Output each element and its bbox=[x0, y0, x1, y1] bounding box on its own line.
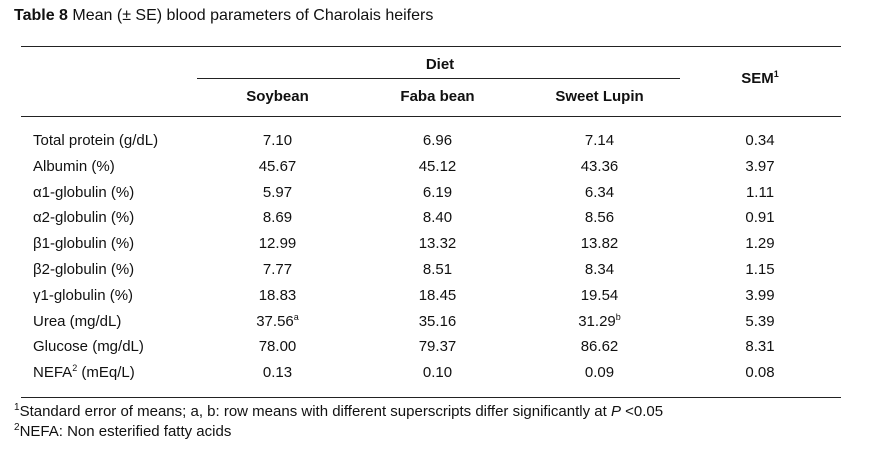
row-label bbox=[33, 158, 115, 175]
table-cell bbox=[350, 184, 525, 201]
footnote-2-marker: 2 bbox=[14, 422, 20, 433]
cell-value: 31.29 bbox=[578, 313, 616, 330]
table-cell bbox=[190, 313, 365, 330]
cell-value: 13.82 bbox=[580, 235, 619, 252]
table-cell bbox=[512, 364, 687, 381]
table-cell bbox=[512, 184, 687, 201]
row-label-footnote-marker: 2 bbox=[72, 363, 78, 373]
row-label-text: β2-globulin (%) bbox=[33, 261, 135, 278]
row-label-text: Glucose (mg/dL) bbox=[33, 338, 144, 355]
row-label bbox=[33, 209, 134, 226]
cell-value: 18.45 bbox=[418, 287, 457, 304]
cell-value: 8.69 bbox=[262, 209, 293, 226]
row-label-text: α2-globulin (%) bbox=[33, 209, 135, 226]
cell-value: 8.56 bbox=[584, 209, 615, 226]
table-cell bbox=[512, 235, 687, 252]
table-row bbox=[0, 184, 869, 210]
row-label bbox=[33, 364, 135, 381]
row-label bbox=[33, 287, 133, 304]
sem-cell: 3.99 bbox=[745, 287, 775, 304]
cell-superscript: b bbox=[615, 312, 621, 322]
row-label-text: Total protein (g/dL) bbox=[33, 132, 159, 149]
cell-value: 5.97 bbox=[262, 184, 293, 201]
cell-value: 6.96 bbox=[422, 132, 453, 149]
cell-value: 8.51 bbox=[422, 261, 453, 278]
cell-value: 7.10 bbox=[262, 132, 293, 149]
cell-value: 0.13 bbox=[262, 364, 293, 381]
table-cell bbox=[190, 287, 365, 304]
row-label-text: α1-globulin (%) bbox=[33, 184, 135, 201]
cell-value: 7.14 bbox=[584, 132, 615, 149]
sem-cell: 1.15 bbox=[745, 261, 775, 278]
table-cell bbox=[512, 261, 687, 278]
table-cell bbox=[350, 235, 525, 252]
sem-cell: 5.39 bbox=[745, 313, 775, 330]
cell-value: 79.37 bbox=[418, 338, 457, 355]
table-cell bbox=[190, 158, 365, 175]
row-label bbox=[33, 132, 158, 149]
table-cell bbox=[190, 235, 365, 252]
table-cell bbox=[350, 261, 525, 278]
cell-superscript: a bbox=[293, 312, 299, 322]
sem-cell: 0.34 bbox=[745, 132, 775, 149]
row-label bbox=[33, 261, 134, 278]
column-header-soybean: Soybean bbox=[246, 88, 309, 105]
row-label-text: Albumin (%) bbox=[33, 158, 115, 175]
table-cell bbox=[190, 132, 365, 149]
table-cell bbox=[190, 261, 365, 278]
table-cell bbox=[350, 209, 525, 226]
diet-group-rule bbox=[197, 78, 680, 79]
table-cell bbox=[512, 287, 687, 304]
sem-cell: 3.97 bbox=[745, 158, 775, 175]
row-label-rest: (mEq/L) bbox=[77, 364, 135, 381]
cell-value: 6.19 bbox=[422, 184, 453, 201]
cell-value: 19.54 bbox=[580, 287, 619, 304]
column-header-faba-bean: Faba bean bbox=[400, 88, 475, 105]
table-title: Mean (± SE) blood parameters of Charolais heifers bbox=[72, 7, 434, 24]
table-cell bbox=[350, 364, 525, 381]
footnote-1-text: Standard error of means; a, b: row means with different superscripts differ significantly at bbox=[19, 403, 611, 420]
row-label bbox=[33, 338, 144, 355]
sem-cell: 0.08 bbox=[745, 364, 775, 381]
sem-cell: 1.29 bbox=[745, 235, 775, 252]
cell-value: 13.32 bbox=[418, 235, 457, 252]
table-number: Table 8 bbox=[14, 7, 68, 24]
table-cell bbox=[512, 338, 687, 355]
top-rule bbox=[21, 46, 841, 47]
footnote-1 bbox=[14, 403, 663, 420]
row-label-text: γ1-globulin (%) bbox=[33, 287, 134, 304]
footnote-1-italic: P bbox=[610, 403, 621, 420]
cell-value: 45.12 bbox=[418, 158, 457, 175]
cell-value: 37.56 bbox=[256, 313, 294, 330]
column-header-sem bbox=[680, 70, 840, 87]
table-cell bbox=[512, 209, 687, 226]
table-cell bbox=[350, 287, 525, 304]
sem-cell: 0.91 bbox=[745, 209, 775, 226]
table-cell bbox=[350, 158, 525, 175]
cell-value: 6.34 bbox=[584, 184, 615, 201]
cell-value: 0.09 bbox=[584, 364, 615, 381]
table-row bbox=[0, 158, 869, 184]
footnote-1-tail: <0.05 bbox=[620, 403, 664, 420]
sem-label: SEM bbox=[741, 70, 774, 87]
cell-value: 86.62 bbox=[580, 338, 619, 355]
cell-value: 43.36 bbox=[580, 158, 619, 175]
cell-value: 8.34 bbox=[584, 261, 615, 278]
table-row bbox=[0, 261, 869, 287]
table-cell bbox=[190, 338, 365, 355]
cell-value: 35.16 bbox=[418, 313, 457, 330]
table-caption bbox=[14, 7, 433, 25]
table-row bbox=[0, 235, 869, 261]
row-label-text: Urea (mg/dL) bbox=[33, 313, 122, 330]
footnote-1-marker: 1 bbox=[14, 402, 20, 413]
cell-value: 12.99 bbox=[258, 235, 297, 252]
header-rule bbox=[21, 116, 841, 117]
table-cell bbox=[190, 209, 365, 226]
row-label-text: NEFA bbox=[33, 364, 73, 381]
row-label bbox=[33, 313, 121, 330]
cell-value: 45.67 bbox=[258, 158, 297, 175]
sem-cell: 8.31 bbox=[745, 338, 775, 355]
footnote-2-text: NEFA: Non esterified fatty acids bbox=[19, 423, 232, 440]
table-row bbox=[0, 132, 869, 158]
sem-footnote-marker: 1 bbox=[773, 69, 779, 79]
row-label-text: β1-globulin (%) bbox=[33, 235, 135, 252]
row-label bbox=[33, 235, 134, 252]
table-row bbox=[0, 209, 869, 235]
column-header-sweet-lupin: Sweet Lupin bbox=[555, 88, 644, 105]
table-cell bbox=[512, 132, 687, 149]
table-cell bbox=[512, 158, 687, 175]
table-row bbox=[0, 313, 869, 339]
cell-value: 0.10 bbox=[422, 364, 453, 381]
table-cell bbox=[512, 313, 687, 330]
table-cell bbox=[350, 132, 525, 149]
table-row bbox=[0, 338, 869, 364]
cell-value: 7.77 bbox=[262, 261, 293, 278]
table-row bbox=[0, 287, 869, 313]
table-cell bbox=[190, 364, 365, 381]
table-cell bbox=[190, 184, 365, 201]
cell-value: 8.40 bbox=[422, 209, 453, 226]
table-row bbox=[0, 364, 869, 390]
footnote-2 bbox=[14, 423, 231, 440]
table-cell bbox=[350, 313, 525, 330]
row-label bbox=[33, 184, 134, 201]
cell-value: 78.00 bbox=[258, 338, 297, 355]
cell-value: 18.83 bbox=[258, 287, 297, 304]
bottom-rule bbox=[21, 397, 841, 398]
table-cell bbox=[350, 338, 525, 355]
diet-group-header: Diet bbox=[425, 56, 455, 73]
sem-cell: 1.11 bbox=[745, 184, 775, 201]
